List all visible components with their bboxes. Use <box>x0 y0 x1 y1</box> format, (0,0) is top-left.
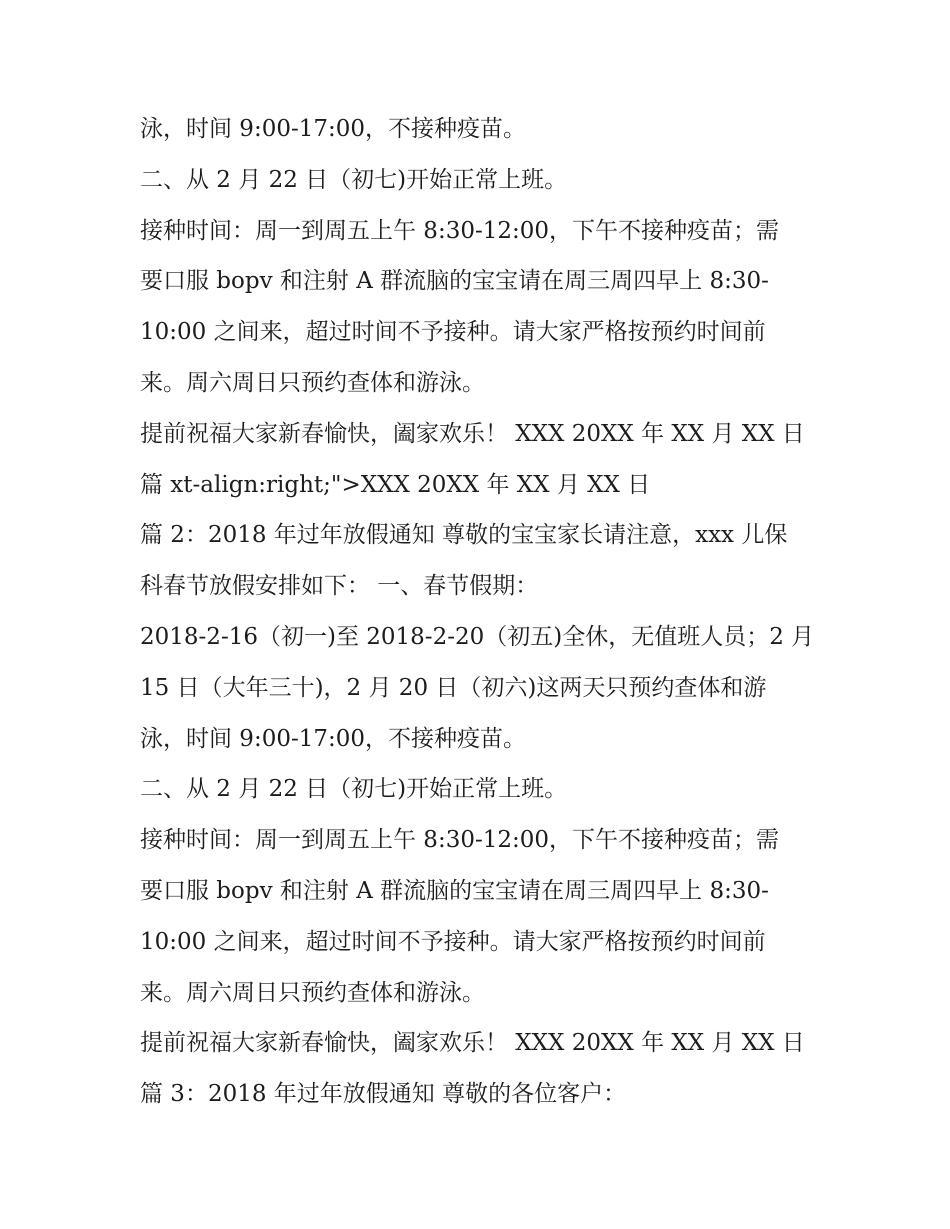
text-line: 提前祝福大家新春愉快，阖家欢乐！ XXX 20XX 年 XX 月 XX 日 <box>140 1030 805 1057</box>
text-line: 15 日（大年三十)，2 月 20 日（初六)这两天只预约查体和游 <box>140 674 767 701</box>
text-line: 接种时间：周一到周五上午 8:30-12:00，下午不接种疫苗；需 <box>140 827 780 854</box>
text-line: 泳，时间 9:00-17:00，不接种疫苗。 <box>140 116 527 142</box>
text-line: 10:00 之间来，超过时间不予接种。请大家严格按预约时间前 <box>140 928 766 955</box>
document-body <box>140 104 815 1120</box>
text-line: 要口服 bopv 和注射 A 群流脑的宝宝请在周三周四早上 8:30- <box>140 268 769 295</box>
text-line: 篇 3：2018 年过年放假通知 尊敬的各位客户： <box>140 1081 627 1108</box>
text-line: 泳，时间 9:00-17:00，不接种疫苗。 <box>140 725 527 752</box>
text-line: 科春节放假安排如下： 一、春节假期： <box>140 573 539 600</box>
text-line: 篇 xt-align:right;">XXX 20XX 年 XX 月 XX 日 <box>140 471 651 498</box>
text-line: 2018-2-16（初一)至 2018-2-20（初五)全休，无值班人员；2 月 <box>140 623 815 650</box>
text-line: 来。周六周日只预约查体和游泳。 <box>140 979 485 1006</box>
text-line: 要口服 bopv 和注射 A 群流脑的宝宝请在周三周四早上 8:30- <box>140 877 769 904</box>
text-line: 二、从 2 月 22 日（初七)开始正常上班。 <box>140 166 568 193</box>
text-line: 10:00 之间来，超过时间不予接种。请大家严格按预约时间前 <box>140 319 766 346</box>
text-line: 二、从 2 月 22 日（初七)开始正常上班。 <box>140 776 568 803</box>
text-line: 来。周六周日只预约查体和游泳。 <box>140 369 485 396</box>
text-line: 提前祝福大家新春愉快，阖家欢乐！ XXX 20XX 年 XX 月 XX 日 <box>140 420 805 447</box>
text-line: 接种时间：周一到周五上午 8:30-12:00，下午不接种疫苗；需 <box>140 217 780 244</box>
text-line: 篇 2：2018 年过年放假通知 尊敬的宝宝家长请注意，xxx 儿保 <box>140 522 788 549</box>
